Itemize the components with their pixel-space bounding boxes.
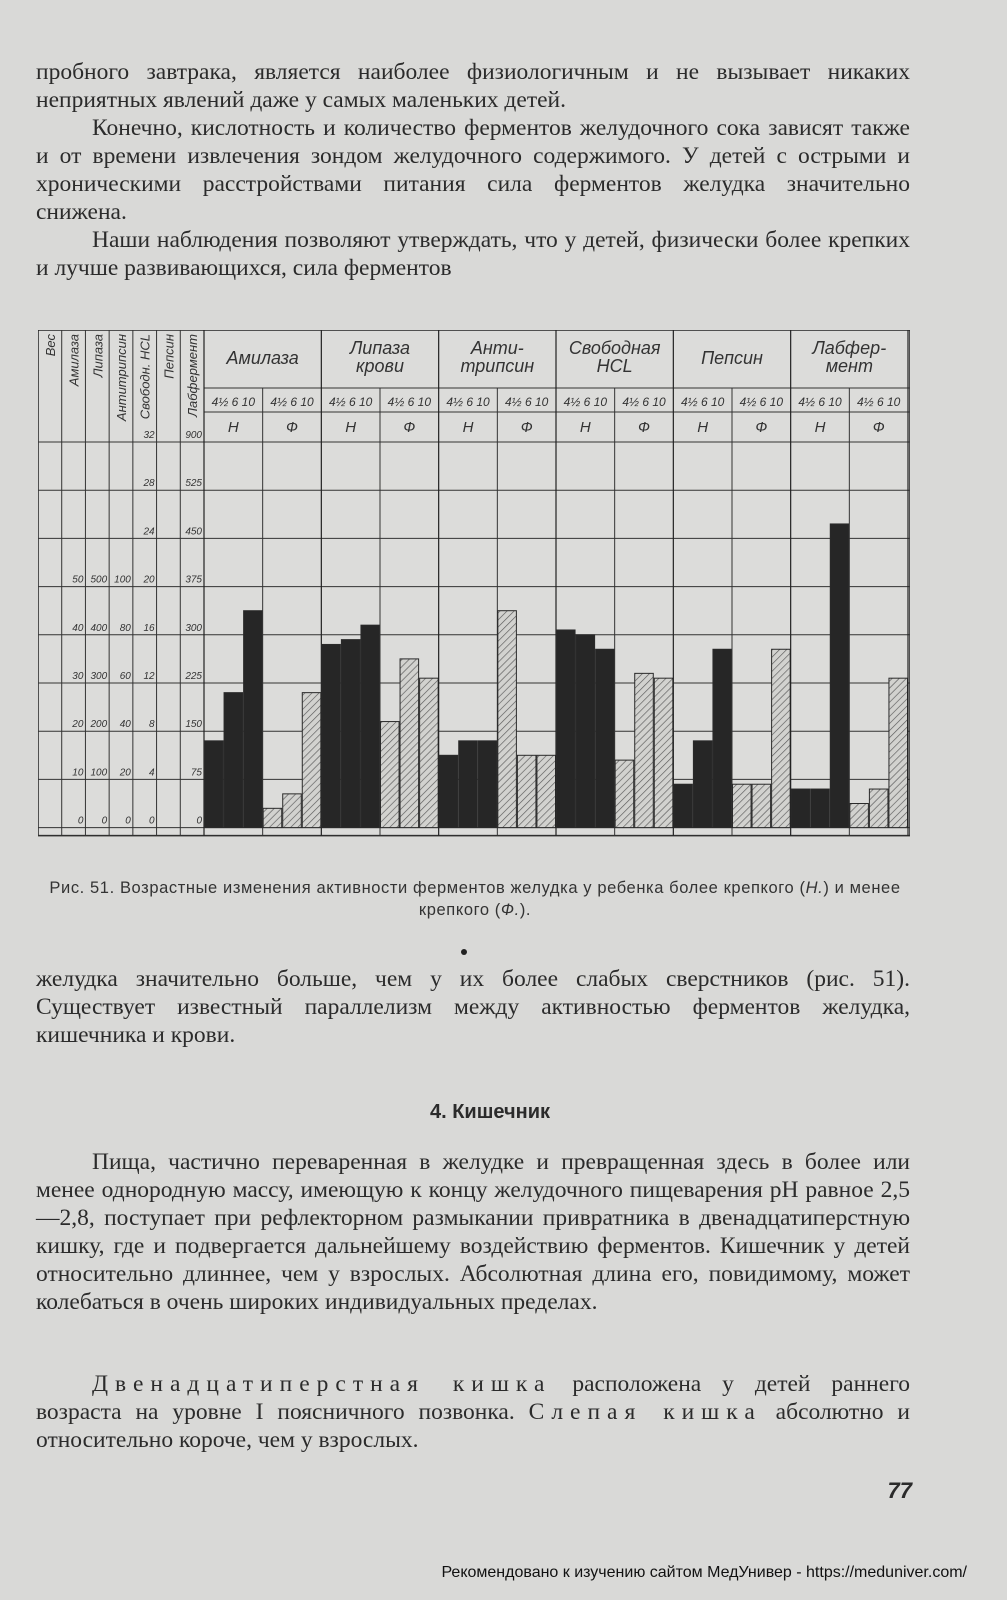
axis-column-header: Амилаза: [66, 334, 82, 387]
axis-tick-label: 500: [90, 574, 108, 586]
footer-link[interactable]: Рекомендовано к изучению сайтом МедУнивер - https://meduniver.com/: [441, 1564, 967, 1581]
bar-Ф-Липаза крови: [381, 722, 400, 828]
axis-tick-label: 375: [185, 574, 202, 586]
axis-tick-label: 20: [119, 767, 131, 779]
axis-tick-label: 30: [72, 671, 84, 682]
series-label: Ф: [755, 419, 768, 436]
age-labels: 4½ 6 10: [680, 395, 725, 409]
axis-tick-label: 4: [149, 767, 155, 779]
group-title: мент: [825, 356, 873, 376]
axis-column-header: Липаза: [90, 334, 106, 378]
axis-tick-label: 16: [143, 622, 155, 634]
bar-Ф-Липаза крови: [420, 678, 439, 827]
group-title: HCL: [596, 356, 633, 376]
bar-Н-Лабфермент: [811, 789, 830, 828]
bar-Ф-Амилаза: [263, 808, 282, 827]
axis-tick-label: 0: [125, 815, 131, 827]
axis-tick-label: 10: [72, 767, 84, 779]
axis-tick-label: 28: [143, 478, 155, 490]
separator-dot: [461, 949, 467, 955]
group-title: Лабфер-: [812, 338, 887, 358]
axis-tick-label: 8: [149, 719, 155, 731]
group-title: Пепсин: [701, 348, 763, 368]
bar-Н-Пепсин: [693, 741, 712, 828]
bar-Ф-Свободная HCL: [615, 760, 634, 827]
bar-Ф-Антитрипсин: [537, 755, 556, 827]
bar-Н-Свободная HCL: [576, 635, 595, 828]
bar-Н-Амилаза: [205, 741, 224, 828]
enzyme-activity-chart: [38, 330, 910, 846]
bar-Ф-Свободная HCL: [635, 673, 654, 827]
bar-Ф-Пепсин: [772, 649, 791, 827]
axis-tick-label: 400: [90, 622, 108, 634]
bar-Н-Пепсин: [713, 649, 732, 827]
bar-Ф-Пепсин: [733, 784, 752, 827]
age-labels: 4½ 6 10: [563, 395, 608, 409]
axis-tick-label: 0: [101, 815, 108, 827]
bar-Н-Лабфермент: [791, 789, 810, 828]
paragraph-5: Пища, частично переваренная в желудке и превращенная здесь в более или менее однородную массу, имеющую к концу желудочного пищеварения pH равное 2,5—2,8, поступает при рефлекторном размыкании привратника в двенадцатиперстную кишку, где и подвергается дальнейшему воздействию ферментов. Кишечник у детей относительно длиннее, чем у взрослых. Абсолютная длина его, повидимому, может колебаться в очень широких индивидуальных пределах.: [36, 1149, 910, 1315]
bar-Ф-Лабфермент: [869, 789, 888, 828]
axis-tick-label: 60: [119, 671, 131, 682]
axis-tick-label: 24: [143, 526, 155, 538]
series-label: Ф: [638, 419, 650, 436]
bar-Н-Лабфермент: [830, 524, 849, 828]
axis-tick-label: 40: [72, 622, 84, 634]
bar-Ф-Антитрипсин: [517, 755, 536, 827]
axis-tick-label: 100: [90, 767, 108, 779]
bar-Н-Пепсин: [674, 784, 693, 827]
bar-Н-Амилаза: [244, 611, 263, 828]
bar-Н-Липаза крови: [361, 625, 380, 827]
bar-Н-Свободная HCL: [557, 630, 576, 828]
bar-Ф-Антитрипсин: [498, 611, 517, 828]
series-label: Н: [814, 419, 826, 436]
series-label: Н: [697, 419, 709, 436]
age-labels: 4½ 6 10: [270, 395, 314, 409]
age-labels: 4½ 6 10: [211, 395, 256, 409]
series-label: Н: [579, 419, 591, 436]
bar-Н-Антитрипсин: [439, 755, 458, 827]
age-labels: 4½ 6 10: [446, 395, 490, 409]
axis-column-header: Вес: [42, 334, 58, 357]
bar-Н-Антитрипсин: [459, 741, 478, 828]
axis-tick-label: 80: [119, 622, 131, 634]
bar-Н-Антитрипсин: [478, 741, 497, 828]
group-title: Амилаза: [226, 348, 299, 368]
series-label: Н: [462, 419, 474, 436]
axis-tick-label: 20: [72, 719, 84, 731]
axis-column-header: Лабфермент: [185, 334, 201, 417]
group-title: Свободная: [568, 338, 661, 358]
axis-tick-label: 50: [72, 574, 84, 586]
axis-tick-label: 300: [90, 671, 108, 682]
axis-tick-label: 12: [143, 671, 155, 682]
section-heading: 4. Кишечник: [429, 1101, 551, 1123]
age-labels: 4½ 6 10: [622, 395, 666, 409]
axis-column-header: Пепсин: [161, 334, 177, 379]
axis-tick-label: 40: [119, 719, 131, 731]
axis-tick-label: 225: [185, 671, 202, 682]
paragraph-4: желудка значительно больше, чем у их более слабых сверстников (рис. 51). Существует известный параллелизм между активностью ферментов желудка, кишечника и крови.: [36, 966, 910, 1048]
group-title: крови: [356, 356, 404, 376]
axis-tick-label: 300: [185, 622, 202, 634]
axis-tick-label: 0: [196, 815, 202, 827]
axis-column-header: Антитрипсин: [114, 334, 129, 422]
axis-tick-label: 200: [90, 719, 108, 731]
axis-tick-label: 32: [143, 430, 155, 441]
age-labels: 4½ 6 10: [739, 395, 784, 409]
axis-tick-label: 20: [143, 574, 155, 586]
age-labels: 4½ 6 10: [798, 395, 842, 409]
age-labels: 4½ 6 10: [504, 395, 549, 409]
bar-Ф-Липаза крови: [400, 659, 419, 828]
page-number: 77: [887, 1478, 912, 1503]
series-label: Ф: [286, 419, 298, 436]
paragraph-6: Двенадцатиперстная кишка расположена у детей раннего возраста на уровне I поясничного позвонка. Слепая кишка абсолютно и относительно короче, чем у взрослых.: [36, 1371, 910, 1453]
bar-Н-Свободная HCL: [596, 649, 615, 827]
group-title: Липаза: [349, 338, 411, 358]
bar-Ф-Лабфермент: [850, 804, 869, 828]
series-label: Н: [345, 419, 357, 436]
bar-Ф-Лабфермент: [889, 678, 908, 827]
axis-tick-label: 100: [114, 574, 131, 586]
axis-tick-label: 0: [77, 815, 84, 827]
paragraph-3: Наши наблюдения позволяют утверждать, что у детей, физически более крепких и лучше развивающихся, сила ферментов: [36, 227, 910, 281]
axis-tick-label: 450: [185, 526, 202, 538]
bar-Н-Липаза крови: [322, 644, 341, 827]
age-labels: 4½ 6 10: [387, 395, 432, 409]
bar-Ф-Амилаза: [302, 693, 321, 828]
axis-tick-label: 150: [185, 719, 202, 731]
axis-column-header: Свободн. HCL: [137, 334, 153, 420]
bar-Ф-Пепсин: [752, 784, 771, 827]
axis-tick-label: 900: [185, 430, 202, 441]
series-label: Ф: [520, 419, 533, 436]
figure-caption: Рис. 51. Возрастные изменения активности ферментов желудка у ребенка более крепкого (Н.) и менее крепкого (Ф.).: [49, 879, 901, 919]
group-title: Анти-: [470, 338, 524, 358]
series-label: Н: [227, 419, 239, 436]
group-title: трипсин: [460, 356, 535, 376]
axis-tick-label: 0: [149, 815, 155, 827]
age-labels: 4½ 6 10: [856, 395, 901, 409]
bar-Н-Амилаза: [224, 693, 243, 828]
series-label: Ф: [872, 419, 885, 436]
axis-tick-label: 525: [185, 478, 202, 490]
bar-Ф-Амилаза: [283, 794, 302, 828]
paragraph-1: пробного завтрака, является наиболее физиологичным и не вызывает никаких неприятных явлений даже у самых маленьких детей.: [36, 59, 910, 113]
paragraph-2: Конечно, кислотность и количество ферментов желудочного сока зависят также и от времени извлечения зондом желудочного содержимого. У детей с острыми и хроническими расстройствами питания сила ферментов желудка значительно снижена.: [36, 115, 910, 225]
bar-Ф-Свободная HCL: [654, 678, 673, 827]
bar-Н-Липаза крови: [341, 640, 360, 828]
series-label: Ф: [403, 419, 416, 436]
axis-tick-label: 75: [190, 767, 202, 779]
age-labels: 4½ 6 10: [328, 395, 373, 409]
